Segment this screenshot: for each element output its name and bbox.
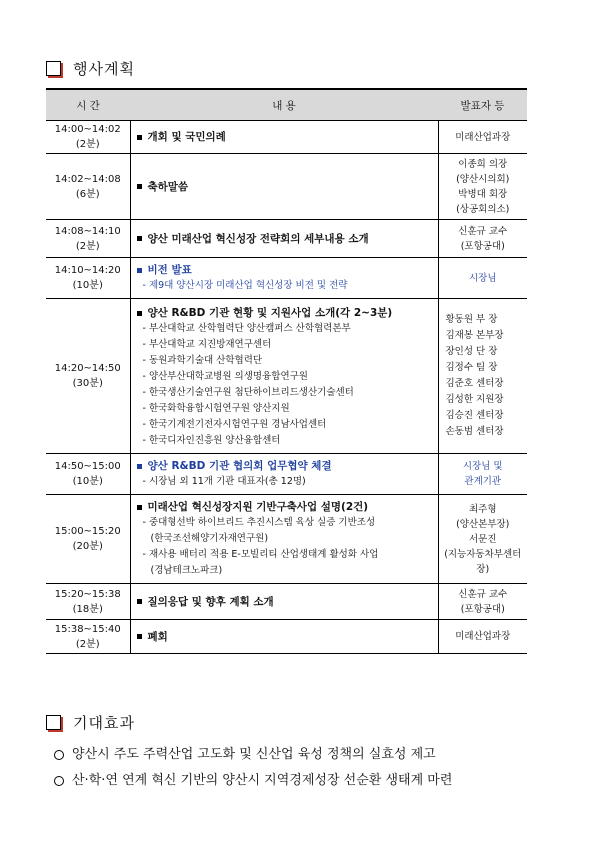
table-row: [46, 584, 527, 620]
effect-text: 양산시 주도 주력산업 고도화 및 신산업 육성 정책의 실효성 제고: [72, 747, 436, 762]
presenter-cell: [438, 220, 527, 258]
agenda-subitem: - 재사용 배터리 적용 E-모빌리티 산업생태계 활성화 사업: [142, 549, 379, 560]
time-cell: [46, 299, 130, 454]
table-row: [46, 454, 527, 495]
agenda-subitem: - 동원과학기술대 산학협력단: [142, 355, 263, 366]
list-item: [54, 768, 452, 794]
presenter-name: 김성한 지원장: [445, 394, 504, 405]
time-cell: [46, 121, 130, 154]
presenter-name: 미래산업과장: [455, 631, 511, 642]
presenter-name: (지능자동차부센터장): [444, 548, 522, 575]
square-bullet-icon: [137, 184, 142, 189]
square-bullet-icon: [137, 268, 142, 273]
agenda-item-label: 양산 미래산업 혁신성장 전략회의 세부내용 소개: [147, 232, 369, 245]
presenter-name: 장인성 단 장: [445, 346, 498, 357]
square-bullet-icon: [137, 311, 142, 316]
time-cell: [46, 454, 130, 495]
content-cell: [130, 258, 438, 299]
content-cell: [130, 154, 438, 220]
table-row: [46, 299, 527, 454]
agenda-subitem: (한국조선해양기자재연구원): [150, 533, 269, 544]
agenda-subitem: (경남테크노파크): [150, 565, 223, 576]
table-row: [46, 121, 527, 154]
header-time: 시 간: [46, 89, 130, 121]
time-range: 15:20~15:38: [54, 588, 121, 600]
duration: (2분): [75, 638, 100, 650]
presenter-name: (상공회의소): [456, 203, 510, 215]
agenda-item: [137, 458, 432, 474]
presenter-name: 김정수 팀 장: [445, 362, 498, 373]
presenter-name: 신훈규 교수: [458, 225, 508, 237]
agenda-item: [137, 499, 432, 515]
content-cell: [130, 454, 438, 495]
presenter-name: 시장님: [468, 272, 497, 284]
presenter-cell: [438, 495, 527, 584]
circle-bullet-icon: [54, 750, 64, 760]
table-header-row: [46, 89, 527, 121]
agenda-item: [137, 129, 432, 145]
square-bullet-icon: [137, 505, 142, 510]
time-cell: [46, 154, 130, 220]
time-range: 14:20~14:50: [54, 363, 121, 374]
presenter-cell: [438, 584, 527, 620]
square-bullet-icon: [46, 61, 61, 76]
presenter-name: 서문진: [468, 533, 497, 545]
agenda-subitem: - 한국기계전기전자시험연구원 경남사업센터: [142, 419, 327, 430]
presenter-name: (포항공대): [460, 240, 505, 252]
duration: (20분): [72, 541, 103, 552]
time-cell: [46, 620, 130, 654]
table-row: [46, 258, 527, 299]
header-presenter: 발표자 등: [438, 89, 527, 121]
time-range: 14:02~14:08: [54, 173, 121, 185]
presenter-name: 박병대 회장: [458, 188, 508, 200]
agenda-item: [137, 179, 432, 195]
agenda-item-label: 질의응답 및 향후 계획 소개: [147, 595, 274, 608]
time-cell: [46, 258, 130, 299]
section-title: 기대효과: [73, 714, 135, 732]
agenda-item-label: 폐회: [147, 630, 168, 643]
agenda-subitem: - 부산대학교 지진방재연구센터: [142, 339, 272, 350]
agenda-item: [137, 305, 432, 321]
presenter-name: (양산시의회): [456, 173, 510, 185]
list-item: [54, 742, 452, 768]
square-bullet-icon: [46, 715, 61, 730]
content-cell: [130, 121, 438, 154]
agenda-item-label: 양산 R&BD 기관 현황 및 지원사업 소개(각 2~3분): [147, 307, 393, 319]
presenter-name: 관계기관: [464, 476, 502, 487]
agenda-item-label: 미래산업 혁신성장지원 기반구축사업 설명(2건): [147, 501, 369, 513]
section-heading-effects: [46, 712, 135, 733]
presenter-name: 미래산업과장: [455, 131, 511, 143]
table-row: [46, 495, 527, 584]
section-title: 행사계획: [73, 60, 135, 78]
square-bullet-icon: [137, 236, 142, 241]
duration: (18분): [72, 603, 103, 615]
presenter-name: 김승진 센터장: [445, 410, 504, 421]
agenda-item: [137, 629, 432, 645]
effects-list: [54, 742, 452, 794]
duration: (30분): [72, 378, 103, 389]
presenter-name: 손동범 센터장: [445, 426, 504, 437]
table-row: [46, 620, 527, 654]
duration: (2분): [75, 139, 100, 150]
agenda-subitem: - 부산대학교 산학협력단 양산캠퍼스 산학협력본부: [142, 323, 351, 334]
time-range: 15:38~15:40: [54, 623, 121, 635]
agenda-item-label: 비전 발표: [147, 264, 192, 276]
agenda-item-label: 양산 R&BD 기관 협의회 업무협약 체결: [147, 460, 332, 472]
section-heading-plan: [46, 58, 135, 79]
presenter-name: (양산본부장): [456, 518, 510, 530]
presenter-cell: [438, 299, 527, 454]
time-range: 14:08~14:10: [54, 225, 121, 237]
table-row: [46, 220, 527, 258]
agenda-subitem: - 한국생산기술연구원 첨단하이브리드생산기술센터: [142, 387, 354, 398]
content-cell: [130, 620, 438, 654]
duration: (6분): [75, 188, 100, 200]
presenter-name: (포항공대): [460, 603, 505, 615]
square-bullet-icon: [137, 599, 142, 604]
effect-text: 산·학·연 연계 혁신 기반의 양산시 지역경제성장 선순환 생태계 마련: [72, 773, 453, 788]
presenter-name: 최주형: [468, 503, 497, 515]
agenda-subitem: - 한국디자인진흥원 양산융합센터: [142, 435, 281, 446]
square-bullet-icon: [137, 464, 142, 469]
agenda-subitem: - 제9대 양산시장 미래산업 혁신성장 비전 및 전략: [142, 280, 348, 291]
presenter-name: 김재봉 본부장: [445, 330, 504, 341]
agenda-subitem: - 시장님 외 11개 기관 대표자(총 12명): [142, 476, 306, 487]
agenda-item: [137, 594, 432, 610]
table-row: [46, 154, 527, 220]
content-cell: [130, 584, 438, 620]
duration: (10분): [72, 476, 103, 487]
presenter-name: 이종희 의장: [458, 158, 508, 170]
content-cell: [130, 299, 438, 454]
time-cell: [46, 584, 130, 620]
presenter-name: 신훈규 교수: [458, 588, 508, 600]
content-cell: [130, 495, 438, 584]
event-plan-table: [46, 88, 527, 654]
time-range: 14:10~14:20: [54, 265, 121, 276]
time-range: 14:50~15:00: [54, 461, 121, 472]
presenter-name: 김준호 센터장: [445, 378, 504, 389]
content-cell: [130, 220, 438, 258]
time-cell: [46, 220, 130, 258]
duration: (10분): [72, 280, 103, 291]
presenter-cell: [438, 454, 527, 495]
agenda-subitem: - 한국화학융합시험연구원 양산지원: [142, 403, 290, 414]
time-range: 14:00~14:02: [54, 124, 121, 135]
header-content: 내 용: [130, 89, 438, 121]
agenda-item-label: 축하말씀: [147, 180, 189, 193]
circle-bullet-icon: [54, 776, 64, 786]
agenda-subitem: - 중대형선박 하이브리드 추진시스템 육상 실증 기반조성: [142, 517, 376, 528]
time-cell: [46, 495, 130, 584]
presenter-name: 황동원 부 장: [445, 314, 498, 325]
square-bullet-icon: [137, 634, 142, 639]
agenda-subitem: - 양산부산대학교병원 의생명융합연구원: [142, 371, 308, 382]
agenda-item: [137, 262, 432, 278]
presenter-cell: [438, 258, 527, 299]
presenter-cell: [438, 121, 527, 154]
square-bullet-icon: [137, 135, 142, 140]
presenter-name: 시장님 및: [462, 461, 503, 472]
presenter-cell: [438, 154, 527, 220]
duration: (2분): [75, 240, 100, 252]
time-range: 15:00~15:20: [54, 526, 121, 537]
presenter-cell: [438, 620, 527, 654]
agenda-item-label: 개회 및 국민의례: [147, 131, 226, 143]
agenda-item: [137, 231, 432, 247]
